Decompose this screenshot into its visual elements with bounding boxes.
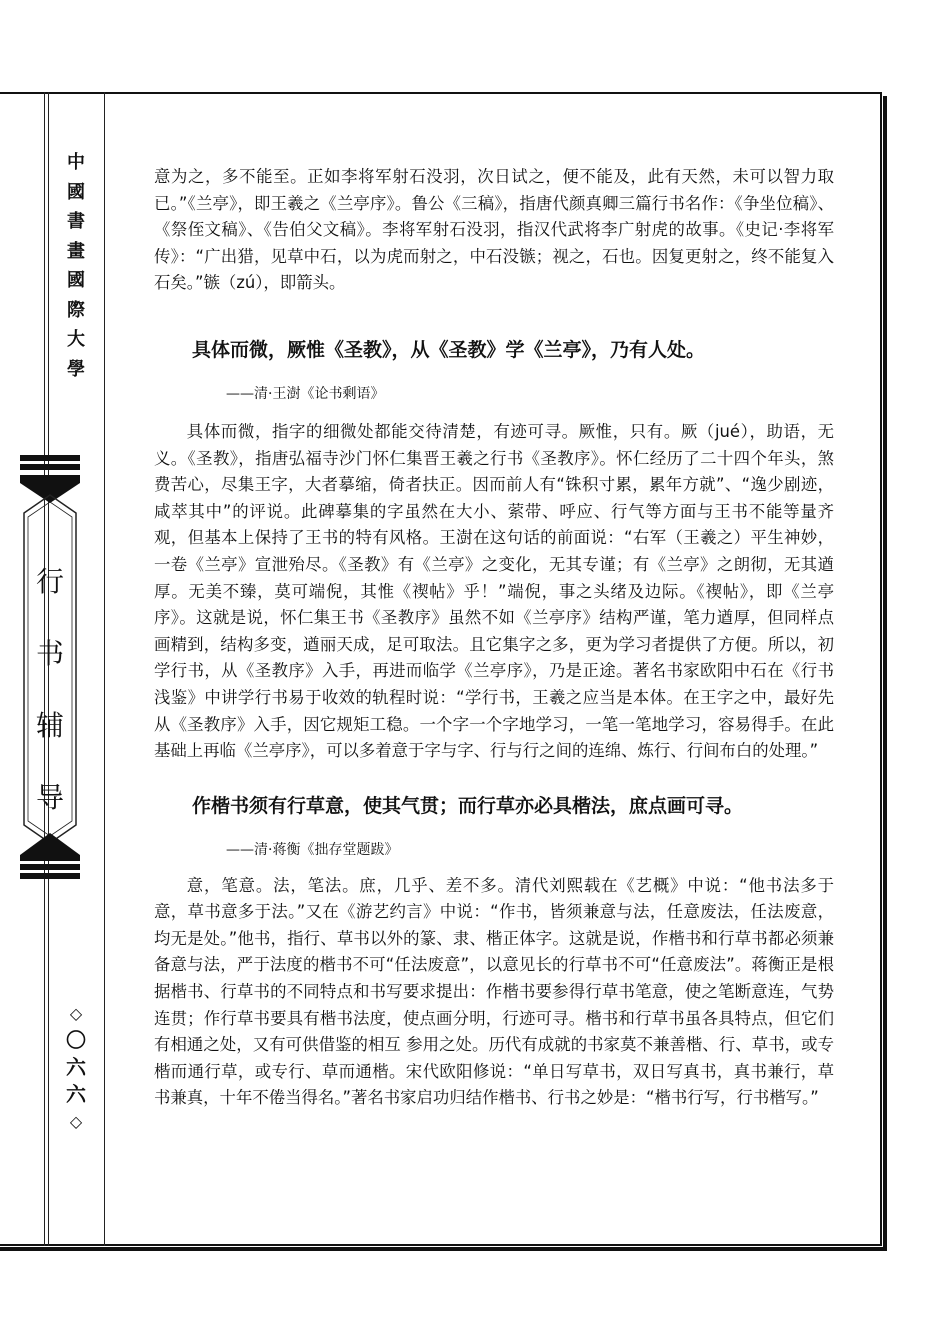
book-title-char: 辅 [35,709,64,742]
quote-heading: 具体而微，厥惟《圣教》，从《圣教》学《兰亭》，乃有人处。 [192,338,706,361]
body-paragraph: 意为之，多不能至。正如李将军射石没羽，次日试之，便不能及，此有天然，未可以智力取已。”《兰亭》，即王羲之《兰亭序》。鲁公《三稿》，指唐代颜真卿三篇行书名作：《争坐位稿》、《祭侄文稿》、《告伯父文稿》。李将军射石没羽，指汉代武将李广射虎的故事。《史记·李将军传》：“广出猎，见草中石，以为虎而射之，中石没镞；视之，石也。因复更射之，终不能复入石矣。”镞（zú），即箭头。 [154,167,834,293]
book-title-char: 导 [35,781,64,814]
page-number-char: 六 [66,1082,86,1106]
institution-char: 國 [67,270,85,291]
book-title-vertical [30,546,70,834]
institution-char: 書 [67,211,85,232]
main-content [154,164,834,1112]
institution-char: 國 [67,181,85,203]
quote-heading: 作楷书须有行草意，使其气贯；而行草亦必具楷法，庶点画可寻。 [192,794,744,817]
quote-source: ——清·王澍《论书剩语》 [226,385,385,402]
institution-char: 中 [67,152,85,173]
institution-char: 畫 [67,240,85,262]
page-number-char: 〇 [66,1028,86,1052]
institution-char: 學 [67,358,85,380]
diamond-icon: ◇ [69,1004,83,1023]
institution-char: 大 [67,329,85,350]
sidebar-rule-right [104,92,105,1246]
quote-source: ——清·蒋衡《拙存堂题跋》 [226,841,399,858]
diamond-icon: ◇ [69,1112,83,1131]
page-number-char: 六 [66,1055,86,1079]
institution-name [58,148,94,384]
page-number [58,1000,94,1135]
body-paragraph: 具体而微，指字的细微处都能交待清楚，有迹可寻。厥惟，只有。厥（jué），助语，无义。《圣教》，指唐弘福寺沙门怀仁集晋王羲之行书《圣教序》。怀仁经历了二十四个年头，煞费苦心，尽集王字，大者摹缩，倚者扶正。因而前人有“铢积寸累，累年方就”、“逸少剧迹，咸萃其中”的评说。此碑摹集的字虽然在大小、萦带、呼应、行气等方面与王书不能等量齐观，但基本上保持了王书的特有风格。王澍在这句话的前面说：“右军（王羲之）平生神妙，一卷《兰亭》宣泄殆尽。《圣教》有《兰亭》之变化，无其专谨；有《兰亭》之朗彻，无其遒厚。无美不臻，莫可端倪，其惟《禊帖》乎！”端倪，事之头绪及边际。《禊帖》，即《兰亭序》。这就是说，怀仁集王书《圣教序》虽然不如《兰亭序》结构严谨，笔力遒厚，但同样点画精到，结构多变，遒丽天成，足可取法。且它集字之多，更为学习者提供了方便。所以，初学行书，从《圣教序》入手，再进而临学《兰亭序》，乃是正途。著名书家欧阳中石在《行书浅鉴》中讲学行书易于收效的轨程时说：“学行书，王羲之应当是本体。在王字之中，最好先从《圣教序》入手，因它规矩工稳。一个字一个字地学习，一笔一笔地学习，容易得手。在此基础上再临《兰亭序》，可以多着意于字与字、行与行之间的连绵、炼行、行间布白的处理。” [154,421,834,761]
book-title-char: 行 [35,565,64,598]
institution-char: 際 [67,299,85,321]
body-paragraph: 意，笔意。法，笔法。庶，几乎、差不多。清代刘熙载在《艺概》中说：“他书法多于意，草书意多于法。”又在《游艺约言》中说：“作书，皆须兼意与法，任意废法，任法废意，均无是处。”他书，指行、草书以外的篆、隶、楷正体字。这就是说，作楷书和行草书都必须兼备意与法，严于法度的楷书不可“任法废意”，以意见长的行草书不可“任意废法”。蒋衡正是根据楷书、行草书的不同特点和书写要求提出：作楷书要参得行草书笔意，使之笔断意连，气势连贯；作行草书要具有楷书法度，使点画分明，行迹可寻。楷书和行草书虽各具特点，但它们有相通之处，又有可供借鉴的相互 参用之处。历代有成就的书家莫不兼善楷、行、草书，或专楷而通行草，或专行、草而通楷。宋代欧阳修说：“单日写草书，双日写真书，真书兼行，草书兼真，十年不倦当得名。”著名书家启功归结作楷书、行书之妙是：“楷书行写，行书楷写。” [154,875,834,1108]
book-title-char: 书 [35,637,64,670]
